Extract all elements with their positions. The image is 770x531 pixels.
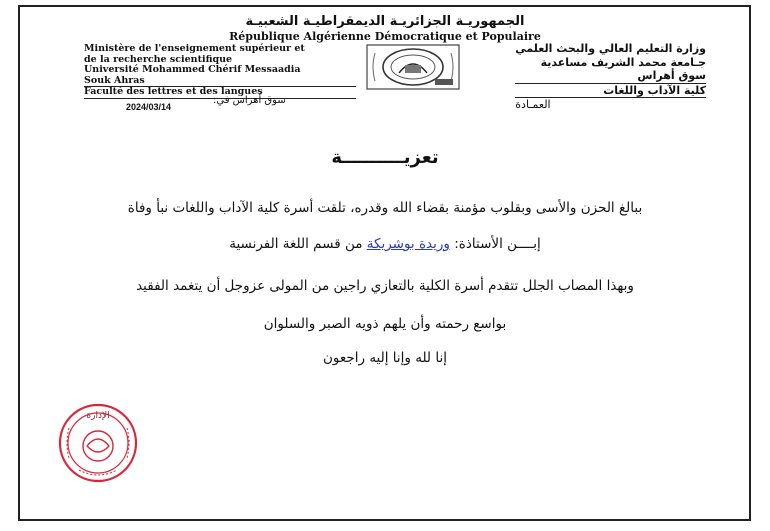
place-date-label: سوق أهراس في: [213,95,286,106]
fr-line-university: Université Mohammed Chérif Messaadia [84,64,301,75]
paragraph-prayer: بواسع رحمته وأن يلهم ذويه الصبر والسلوان [263,316,507,332]
professor-prefix: إبــــن الأستاذة: [454,236,541,252]
fr-line-ministry: Ministère de l'enseignement supérieur et [84,43,305,54]
paragraph-announcement: ببالغ الحزن والأسى وبقلوب مؤمنة بقضاء الله وقدره، تلقت أسرة كلية الآداب واللغات نبأ وفاة [127,200,643,216]
professor-department: من قسم اللغة الفرنسية [229,236,363,252]
document-title: تعزيــــــــــة [331,147,439,168]
header-fr-republic: République Algérienne Démocratique et Populaire [229,30,541,43]
ar-line-ministry: وزارة التعليم العالي والبحث العلمي [515,42,706,55]
professor-name-link[interactable]: وريدة بوشريكة [366,236,450,252]
arabic-institution-block [515,42,706,112]
university-logo [361,43,465,91]
header-ar-republic: الجمهوريـة الجزائريـة الديمقراطيـة الشعبيـة [245,14,525,29]
administration-stamp [57,402,139,484]
stamp-label: الإدارة [86,411,110,421]
ar-line-deanship: العمـادة [515,98,551,111]
fr-line-research: de la recherche scientifique [84,53,233,65]
french-institution-block [84,44,356,99]
paragraph-closing-verse: إنا لله وإنا إليه راجعون [323,350,447,366]
document-date: 2024/03/14 [126,102,172,112]
fr-line-city: Souk Ahras [84,74,145,86]
ar-line-university: جـامعة محمد الشريف مساعدية [540,55,706,69]
fr-line-faculty: Faculté des lettres et des langues [84,86,356,99]
paragraph-condolences: وبهذا المصاب الجلل تتقدم أسرة الكلية بالتعازي راجين من المولى عزوجل أن يتغمد الفقيد [136,278,634,294]
paragraph-professor [40,236,730,252]
ar-line-faculty: كلية الآداب واللغات [515,83,706,99]
ar-line-city: سوق أهراس [637,69,706,82]
